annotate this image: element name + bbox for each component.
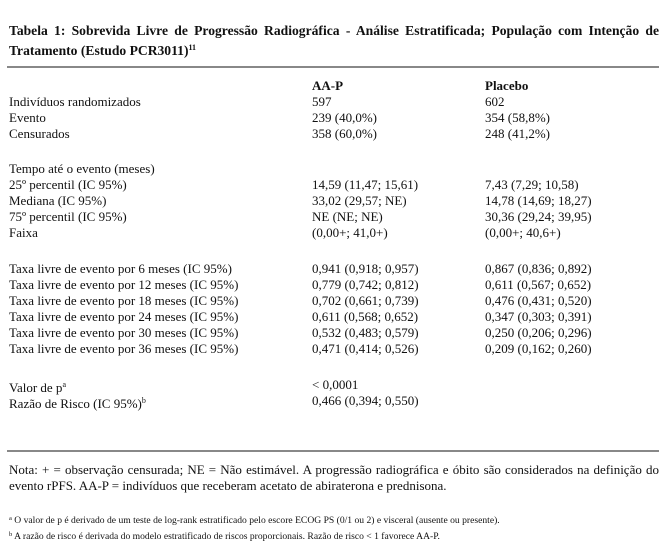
footnote-text: O valor de p é derivado de um teste de log-rank estratificado pelo escore ECOG PS (0/1 ou 2) e visceral (ausente ou presente). bbox=[14, 515, 500, 526]
table-title bbox=[9, 22, 659, 59]
row-arm1: 0,702 (0,661; 0,739) bbox=[312, 293, 419, 308]
footnote-mark: a bbox=[9, 515, 12, 522]
row-arm1: 0,466 (0,394; 0,550) bbox=[312, 393, 419, 408]
table-row bbox=[9, 193, 659, 209]
row-arm1: 14,59 (11,47; 15,61) bbox=[312, 177, 419, 192]
table-row bbox=[9, 341, 659, 357]
table-row bbox=[9, 293, 659, 309]
row-label: Taxa livre de evento por 18 meses (IC 95%) bbox=[9, 293, 239, 308]
table-row bbox=[9, 377, 659, 393]
table-title-text: Tabela 1: Sobrevida Livre de Progressão Radiográfica - Análise Estratificada; População com Intenção de Tratamento (Estudo PCR3011) bbox=[9, 23, 659, 58]
row-arm2: 248 (41,2%) bbox=[485, 126, 550, 141]
row-arm2: 0,250 (0,206; 0,296) bbox=[485, 325, 592, 340]
row-arm1: 0,471 (0,414; 0,526) bbox=[312, 341, 419, 356]
row-arm2: 0,611 (0,567; 0,652) bbox=[485, 277, 592, 292]
table-row bbox=[9, 94, 659, 110]
row-arm2: 0,476 (0,431; 0,520) bbox=[485, 293, 592, 308]
row-arm1: 0,779 (0,742; 0,812) bbox=[312, 277, 419, 292]
row-arm2: 0,347 (0,303; 0,391) bbox=[485, 309, 592, 324]
row-label: Taxa livre de evento por 30 meses (IC 95%) bbox=[9, 325, 239, 340]
row-arm2: 602 bbox=[485, 94, 505, 109]
table-row bbox=[9, 325, 659, 341]
row-arm1: (0,00+; 41,0+) bbox=[312, 225, 388, 240]
table-header-row bbox=[9, 78, 659, 94]
row-arm2: 30,36 (29,24; 39,95) bbox=[485, 209, 592, 224]
table-row bbox=[9, 393, 659, 409]
header-arm1: AA-P bbox=[312, 78, 344, 93]
hazard-ratio-label: Razão de Risco (IC 95%) bbox=[9, 396, 142, 411]
row-arm1: 597 bbox=[312, 94, 332, 109]
footnote bbox=[9, 513, 659, 527]
table-note: Nota: + = observação censurada; NE = Não estimável. A progressão radiográfica e óbito são considerados na definição do evento rPFS. AA-P = indivíduos que receberam acetato de abiraterona e prednisona. bbox=[9, 462, 659, 494]
row-label: Evento bbox=[9, 110, 46, 125]
footnote-text: A razão de risco é derivada do modelo estratificado de riscos proporcionais. Razão de risco < 1 favorece AA-P. bbox=[14, 531, 440, 542]
row-arm1: 239 (40,0%) bbox=[312, 110, 377, 125]
bottom-rule bbox=[7, 450, 659, 452]
row-label: Taxa livre de evento por 6 meses (IC 95%) bbox=[9, 261, 232, 276]
top-rule bbox=[7, 66, 659, 68]
footnote-mark: a bbox=[62, 380, 66, 389]
table-row bbox=[9, 277, 659, 293]
row-arm1: 0,941 (0,918; 0,957) bbox=[312, 261, 419, 276]
header-arm2: Placebo bbox=[485, 78, 529, 93]
row-label: Tempo até o evento (meses) bbox=[9, 161, 155, 176]
row-arm1: 358 (60,0%) bbox=[312, 126, 377, 141]
row-label: 25º percentil (IC 95%) bbox=[9, 177, 127, 192]
row-label: Taxa livre de evento por 36 meses (IC 95%) bbox=[9, 341, 239, 356]
table-row bbox=[9, 209, 659, 225]
row-arm2: 0,867 (0,836; 0,892) bbox=[485, 261, 592, 276]
row-label: Taxa livre de evento por 24 meses (IC 95%) bbox=[9, 309, 239, 324]
p-value-label: Valor de p bbox=[9, 380, 63, 395]
row-label: Faixa bbox=[9, 225, 38, 240]
row-label: Mediana (IC 95%) bbox=[9, 193, 107, 208]
row-arm2: 7,43 (7,29; 10,58) bbox=[485, 177, 579, 192]
row-arm1: < 0,0001 bbox=[312, 377, 359, 392]
table-row bbox=[9, 261, 659, 277]
title-reference: 11 bbox=[188, 43, 197, 52]
table-row bbox=[9, 225, 659, 241]
row-arm2: 354 (58,8%) bbox=[485, 110, 550, 125]
row-label: 75º percentil (IC 95%) bbox=[9, 209, 127, 224]
row-label bbox=[9, 393, 146, 412]
row-arm1: 0,611 (0,568; 0,652) bbox=[312, 309, 419, 324]
row-label: Censurados bbox=[9, 126, 70, 141]
table-row bbox=[9, 177, 659, 193]
footnote-mark: b bbox=[9, 531, 13, 538]
footnote bbox=[9, 529, 659, 543]
table-row bbox=[9, 110, 659, 126]
row-arm1: 0,532 (0,483; 0,579) bbox=[312, 325, 419, 340]
row-arm1: NE (NE; NE) bbox=[312, 209, 383, 224]
row-arm2: (0,00+; 40,6+) bbox=[485, 225, 561, 240]
row-label: Taxa livre de evento por 12 meses (IC 95%) bbox=[9, 277, 239, 292]
table-row bbox=[9, 126, 659, 142]
footnote-mark: b bbox=[141, 396, 146, 405]
row-label: Indivíduos randomizados bbox=[9, 94, 141, 109]
table-section-row bbox=[9, 161, 659, 177]
row-arm2: 0,209 (0,162; 0,260) bbox=[485, 341, 592, 356]
row-arm2: 14,78 (14,69; 18,27) bbox=[485, 193, 592, 208]
table-row bbox=[9, 309, 659, 325]
row-arm1: 33,02 (29,57; NE) bbox=[312, 193, 407, 208]
